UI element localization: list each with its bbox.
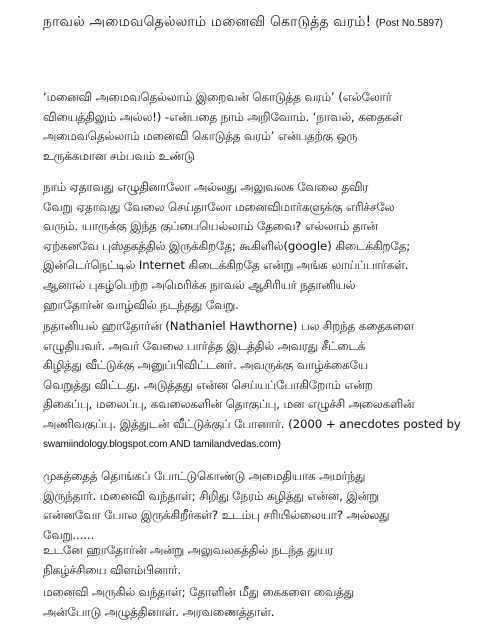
text-line: உடனே ஹாதோர்ன் அன்று அலுவலகத்தில் நடந்த துயர — [43, 543, 334, 557]
text-line: உருக்கமான சம்பவம் உண்டு — [43, 148, 195, 163]
paragraph — [43, 317, 461, 454]
text-line: திகைப்பு, மலைப்பு, கவலைகளின் தொகுப்பு, மன எழுச்சி அலைகளின் — [43, 397, 415, 412]
text-line: ஆனால் புகழ்பெற்ற அமெரிக்க நாவல் ஆசிரியர் நதானியல் — [43, 277, 356, 292]
paragraph — [43, 88, 461, 166]
text-line: நிகழ்ச்சியை விளம்பினார். — [43, 562, 182, 577]
paragraph — [43, 541, 461, 580]
text-line: இன்டெர்நெட்டில் Internet கிடைக்கிறதே என்று அங்க லாய்ப்பார்கள். — [43, 258, 409, 273]
text-line: முகத்தைத் தொங்கப் போட்டுகொண்டு அமைதியாக அமர்ந்து — [43, 469, 366, 483]
text-line: நாம் ஏதாவது எழுதினாலோ அல்லது அலுவலக வேலை தவிர — [43, 180, 369, 194]
text-line: இருந்தார். மனைவி வந்தாள்; சிறிது நேரம் கழித்து என்ன, இன்று — [43, 488, 379, 503]
text-line: அணிவகுப்பு. இத்துடன் வீட்டுக்குப் போனார். (2000 + anecdotes posted by — [43, 416, 461, 431]
text-line: வேறு...... — [43, 527, 95, 542]
text-line: என்னவோ போல இருக்கிறீர்கள்? உடம்பு சரியில்லையா? அல்லது — [43, 508, 390, 523]
text-line: அன்போடு அழுத்தினாள். அரவணைத்தாள். — [43, 604, 275, 619]
post-number: (Post No.5897) — [375, 18, 443, 29]
text-line: வேறு ஏதாவது வேலை செய்தாலோ மனைவிமார்களுக்கு எரிச்சலே — [43, 199, 395, 214]
text-line: கிழித்து வீட்டுக்கு அனுப்பிவிட்டனர். அவருக்கு வாழ்க்கையே — [43, 358, 368, 373]
paragraph — [43, 583, 461, 622]
text-line: swamiindology.blogspot.com AND tamilandvedas.com) — [43, 438, 281, 450]
text-line: வியைத்திலும் அல்ல!) -என்பதை நாம் அறிவோம். ‘நாவல், கதைகள் — [43, 109, 403, 124]
paragraph — [43, 178, 461, 315]
text-line: ஏற்கனவே புஸ்தகத்தில் இருக்கிறதே; கூகிளில்(google) கிடைக்கிறதே; — [43, 238, 411, 253]
paragraph — [43, 467, 461, 545]
text-line: வெறுத்து விட்டது. அடுத்தது என்ன செய்யப்போகிறோம் என்ற — [43, 377, 373, 392]
text-line: மனைவி அருகில் வந்தாள்; தோளின் மீது கைகளை வைத்து — [43, 585, 354, 599]
post-title-tamil: நாவல் அமைவதெல்லாம் மனைவி கொடுத்த வரம்! — [43, 14, 372, 30]
post-title — [43, 11, 463, 35]
text-line: எழுதியவர். அவர் வேலை பார்த்த இடத்தில் அவரது சீட்டைக் — [43, 338, 366, 353]
text-line: அமைவதெல்லாம் மனைவி கொடுத்த வரம்’ என்பதற்கு ஒரு — [43, 129, 358, 144]
text-line: நதானியல் ஹாதோர்ன் (Nathaniel Hawthorne) பல சிறந்த கதைகளை — [43, 319, 415, 333]
text-line: வரும். யாருக்கு இந்த குப்பையெல்லாம் தேவை? எல்லாம் தான் — [43, 219, 378, 234]
text-line: ‘மனைவி அமைவதெல்லாம் இறைவன் கொடுத்த வரம்’ (எல்லோர் — [43, 90, 392, 104]
text-line: ஹாதோர்ன் வாழ்வில் நடந்தது வேறு. — [43, 297, 239, 312]
